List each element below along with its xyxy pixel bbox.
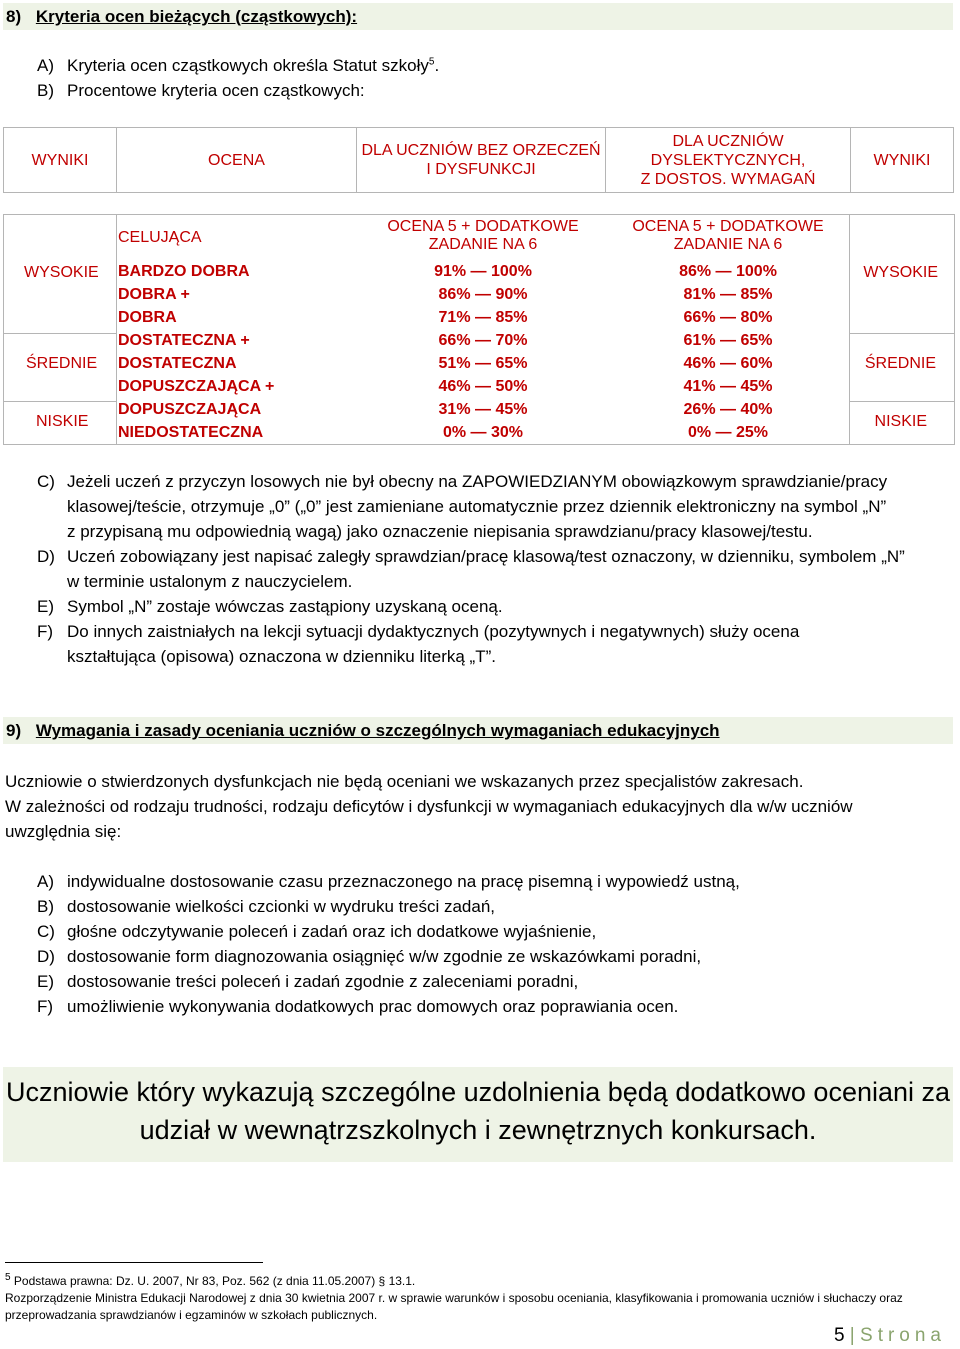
callout-line: Uczniowie który wykazują szczególne uzdolnienia będą dodatkowo oceniani za — [5, 1077, 951, 1107]
item-8d — [37, 547, 905, 567]
grade-name: DOPUSZCZAJĄCA + — [118, 378, 275, 395]
callout-line: udział w wewnątrzszkolnych i zewnętrznych konkursach. — [139, 1115, 817, 1145]
dyslexic-range: 41% — 45% — [683, 378, 773, 395]
standard-range: 71% — 85% — [438, 309, 528, 326]
item-letter: D) — [37, 547, 55, 566]
standard-range-line: ZADANIE NA 6 — [428, 236, 538, 253]
dyslexic-range — [604, 218, 852, 254]
item-letter: A) — [37, 872, 54, 891]
item-8f — [37, 622, 799, 642]
page-number — [834, 1325, 946, 1347]
header-standard-line: DLA UCZNIÓW BEZ ORZECZEŃ — [361, 142, 601, 159]
section-8-title-text: Kryteria ocen bieżących (cząstkowych): — [35, 7, 358, 26]
header-standard — [357, 128, 606, 193]
item-letter: C) — [37, 472, 55, 491]
list-item — [37, 897, 495, 917]
item-letter: F) — [37, 622, 54, 641]
footnote-text: Podstawa prawna: Dz. U. 2007, Nr 83, Poz. 562 (z dnia 11.05.2007) § 13.1. — [13, 1274, 416, 1288]
group-label-low-right: NISKIE — [874, 413, 927, 430]
item-8c — [37, 472, 887, 492]
dyslexic-range-line: OCENA 5 + DODATKOWE — [632, 218, 824, 235]
item-text: Do innych zaistniałych na lekcji sytuacji dydaktycznych (pozytywnych i negatywnych) służy ocena — [67, 622, 800, 641]
item-8c-cont: klasowej/teście, otrzymuje „0” („0” jest zamieniane automatycznie przez dziennik elektroniczny na symbol „N” — [67, 497, 887, 516]
group-label-mid-right: ŚREDNIE — [864, 355, 936, 372]
section-9-paragraph: Uczniowie o stwierdzonych dysfunkcjach nie będą oceniani we wskazanych przez specjalistów zakresach. — [5, 772, 804, 791]
section-8-number: 8) — [6, 7, 22, 26]
item-text: Symbol „N” zostaje wówczas zastąpiony uzyskaną oceną. — [67, 597, 503, 616]
group-divider — [4, 333, 116, 334]
standard-range: 31% — 45% — [438, 401, 528, 418]
footnote-ref[interactable]: 5 — [428, 56, 435, 68]
standard-range: 46% — 50% — [438, 378, 528, 395]
list-item — [37, 872, 740, 892]
item-text: Kryteria ocen cząstkowych określa Statut szkoły — [67, 56, 429, 75]
group-label-high-left: WYSOKIE — [24, 264, 99, 281]
grade-name: BARDZO DOBRA — [118, 263, 250, 280]
item-text: dostosowanie form diagnozowania osiągnięć w/w zgodnie ze wskazówkami poradni, — [67, 947, 702, 966]
standard-range: 86% — 90% — [438, 286, 528, 303]
standard-range-line: OCENA 5 + DODATKOWE — [387, 218, 579, 235]
section-9-title — [6, 721, 720, 741]
standard-range: 51% — 65% — [438, 355, 528, 372]
item-letter: D) — [37, 947, 55, 966]
item-8d-cont: w terminie ustalonym z nauczycielem. — [67, 572, 353, 591]
item-text: głośne odczytywanie poleceń i zadań oraz ich dodatkowe wyjaśnienie, — [67, 922, 597, 941]
footnote-line: przeprowadzania sprawdzianów i egzaminów w szkołach publicznych. — [5, 1308, 378, 1322]
item-8a — [37, 56, 439, 76]
grade-name: NIEDOSTATECZNA — [118, 424, 264, 441]
section-9-paragraph: uwzględnia się: — [5, 822, 122, 841]
group-divider — [4, 401, 116, 402]
grade-name: DOBRA + — [118, 286, 190, 303]
item-8c-cont: z przypisaną mu odpowiednią wagą) jako oznaczenie niepisania sprawdzianu/pracy klasowej/testu. — [67, 522, 813, 541]
standard-range: 91% — 100% — [434, 263, 532, 280]
section-9-title-text: Wymagania i zasady oceniania uczniów o szczególnych wymaganiach edukacyjnych — [35, 721, 720, 740]
standard-range: 66% — 70% — [438, 332, 528, 349]
footnote-mark: 5 — [5, 1272, 11, 1283]
standard-range: 0% — 30% — [442, 424, 524, 441]
item-letter: E) — [37, 597, 54, 616]
header-grade: OCENA — [117, 128, 357, 193]
item-tail: . — [434, 56, 440, 75]
item-8e — [37, 597, 503, 617]
group-divider — [850, 333, 954, 334]
item-letter: A) — [37, 56, 54, 75]
grade-name: DOSTATECZNA — [118, 355, 237, 372]
item-8f-cont: kształtująca (opisowa) oznaczona w dzienniku literką „T”. — [67, 647, 496, 666]
list-item — [37, 972, 578, 992]
header-standard-line: I DYSFUNKCJI — [426, 161, 536, 178]
footnote — [5, 1272, 415, 1288]
grade-name: DOBRA — [118, 309, 177, 326]
header-results-left: WYNIKI — [4, 128, 117, 193]
item-letter: B) — [37, 81, 54, 100]
header-results-right: WYNIKI — [851, 128, 954, 193]
header-dyslexic-line: Z DOSTOS. WYMAGAŃ — [640, 170, 816, 188]
list-item — [37, 997, 678, 1017]
dyslexic-range: 81% — 85% — [683, 286, 773, 303]
dyslexic-range: 61% — 65% — [683, 332, 773, 349]
item-letter: F) — [37, 997, 54, 1016]
column-divider — [116, 215, 117, 444]
header-dyslexic-line: DYSLEKTYCZNYCH, — [650, 151, 806, 169]
page-label: Strona — [860, 1325, 946, 1346]
section-8-title — [6, 7, 357, 27]
item-letter: C) — [37, 922, 55, 941]
group-label-high-right: WYSOKIE — [863, 264, 938, 281]
grade-name: CELUJĄCA — [118, 229, 202, 246]
grades-table — [3, 214, 955, 445]
grade-name: DOSTATECZNA + — [118, 332, 250, 349]
item-letter: E) — [37, 972, 54, 991]
item-text: Procentowe kryteria ocen cząstkowych: — [67, 81, 365, 100]
dyslexic-range: 86% — 100% — [679, 263, 777, 280]
dyslexic-range: 66% — 80% — [683, 309, 773, 326]
group-label-low-left: NISKIE — [36, 413, 89, 430]
item-text: umożliwienie wykonywania dodatkowych prac domowych oraz poprawiania ocen. — [67, 997, 679, 1016]
section-9-paragraph: W zależności od rodzaju trudności, rodzaju deficytów i dysfunkcji w wymaganiach edukacyjnych dla w/w uczniów — [5, 797, 853, 816]
list-item — [37, 947, 701, 967]
footnote-line: Rozporządzenie Ministra Edukacji Narodowej z dnia 30 kwietnia 2007 r. w sprawie warunków i sposobu oceniania, klasyfikowania i promowania uczniów i słuchaczy oraz — [5, 1291, 903, 1305]
header-dyslexic — [606, 128, 851, 193]
page-separator: | — [849, 1325, 855, 1346]
dyslexic-range: 26% — 40% — [683, 401, 773, 418]
footnote-separator — [5, 1262, 263, 1263]
section-9-number: 9) — [6, 721, 22, 740]
item-8b — [37, 81, 365, 101]
dyslexic-range: 46% — 60% — [683, 355, 773, 372]
item-letter: B) — [37, 897, 54, 916]
grade-name: DOPUSZCZAJĄCA — [118, 401, 262, 418]
talent-callout — [3, 1067, 953, 1162]
item-text: Jeżeli uczeń z przyczyn losowych nie był obecny na ZAPOWIEDZIANYM obowiązkowym sprawdzianie/pracy — [67, 472, 888, 491]
dyslexic-range: 0% — 25% — [687, 424, 769, 441]
list-item — [37, 922, 596, 942]
item-text: dostosowanie wielkości czcionki w wydruku treści zadań, — [67, 897, 496, 916]
header-dyslexic-line: DLA UCZNIÓW — [672, 132, 784, 150]
dyslexic-range-line: ZADANIE NA 6 — [673, 236, 783, 253]
group-divider — [850, 401, 954, 402]
grades-header-table — [3, 127, 954, 193]
group-label-mid-left: ŚREDNIE — [26, 355, 98, 372]
item-text: indywidualne dostosowanie czasu przeznaczonego na pracę pisemną i wypowiedź ustną, — [67, 872, 740, 891]
item-text: dostosowanie treści poleceń i zadań zgodnie z zaleceniami poradni, — [67, 972, 579, 991]
item-text: Uczeń zobowiązany jest napisać zaległy sprawdzian/pracę klasową/test oznaczony, w dzienniku, symbolem „N” — [67, 547, 905, 566]
standard-range — [359, 218, 607, 254]
page-number-value: 5 — [833, 1325, 845, 1346]
